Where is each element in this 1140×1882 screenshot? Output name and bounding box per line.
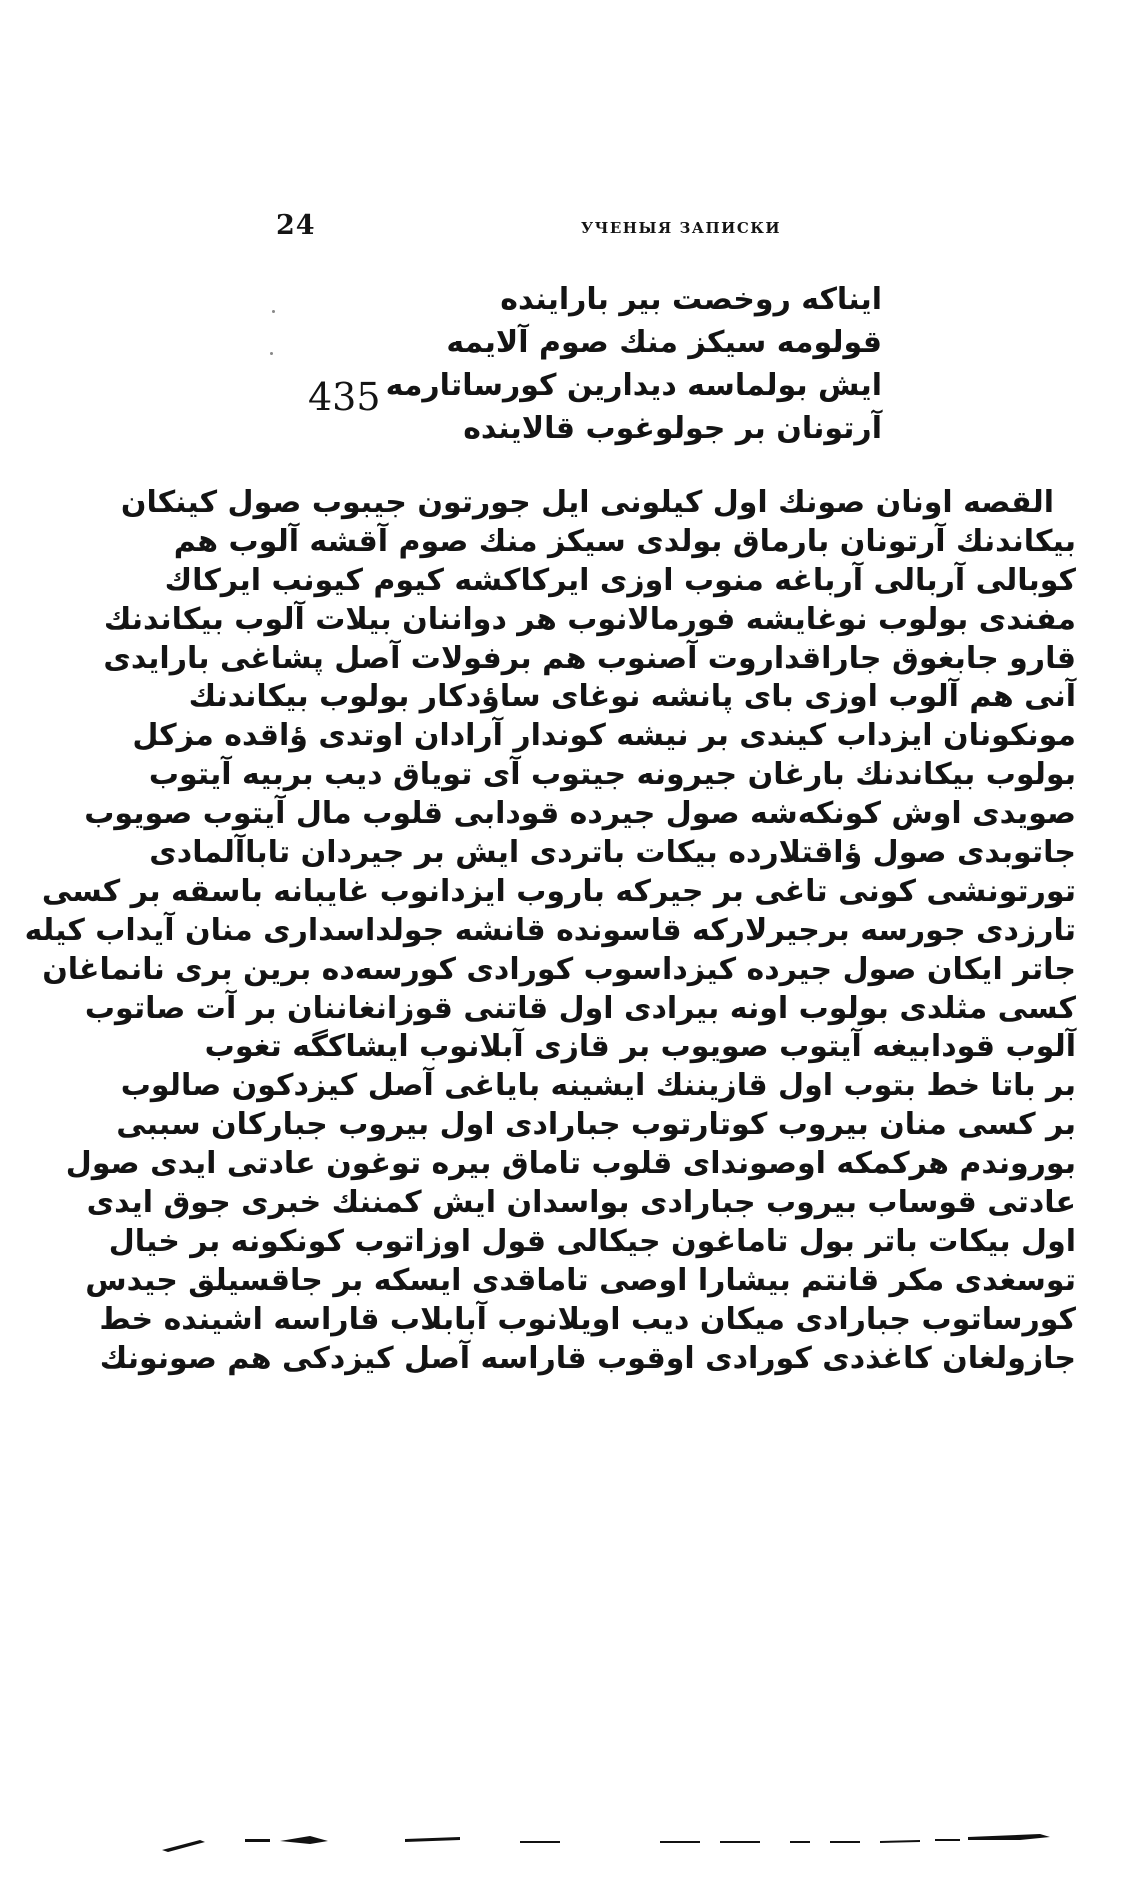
prose-line: صویدی اوش کونکه‌شه صول جیرده قودابی قلوب مال آیتوب صویوب: [84, 796, 1076, 832]
prose-line: جازولغان کاغذدی کورادی اوقوب قاراسه آصل کیزدکی هم صونونك: [99, 1340, 1076, 1376]
verse-line: آرتونان بر جولوغوب قالاینده: [463, 411, 882, 446]
prose-line: مفندی بولوب نوغایشه فورمالانوب هر دواننان بیلات آلوب بیکاندنك: [103, 601, 1076, 637]
prose-line: بر باتا خط بتوب اول قازیننك ایشینه بایاغی آصل کیزدکون صالوب: [120, 1068, 1076, 1104]
prose-line: تارزدی جورسه برجیرلارکه قاسونده قانشه جولداسداری منان آیداب کیله: [24, 912, 1076, 948]
verse-line: قولومه سیکز منك صوم آلایمه: [446, 325, 882, 360]
prose-line: توسغدی مکر قانتم بیشارا اوصی تاماقدی ایسکه بر جاقسیلق جیدس: [85, 1262, 1076, 1298]
scan-edge-marks: [160, 1820, 1100, 1860]
verse-number: 435: [308, 375, 381, 419]
prose-line: اول بیکات باتر بول تاماغون جیکالی قول اوزاتوب کونکونه بر خیال: [108, 1223, 1076, 1259]
page-number: 24: [276, 210, 316, 241]
verse-line: ایناکه روخصت بیر باراینده: [500, 282, 882, 317]
prose-line: آلوب قودابیغه آیتوب صویوب بر قازی آبلانوب ایشاکگه تغوب: [204, 1029, 1076, 1065]
prose-line: القصه اونان صونك اول کیلونی ایل جورتون جیبوب صول کینکان: [120, 485, 1054, 520]
verse-line: ایش بولماسه دیدارین کورساتارمه: [385, 368, 882, 403]
prose-line: قارو جابغوق جاراقداروت آصنوب هم برفولات آصل پشاغی بارایدی: [103, 640, 1076, 676]
verse-block: [385, 278, 882, 450]
prose-line: کسی مثلدی بولوب اونه بیرادی اول قاتنی قوزانغاننان بر آت صاتوب: [84, 990, 1076, 1026]
prose-block: [24, 484, 1076, 1378]
prose-line: آنی هم آلوب اوزی بای پانشه نوغای ساؤدکار بولوب بیکاندنك: [188, 679, 1076, 715]
prose-line: بولوب بیکاندنك بارغان جیرونه جیتوب آی تویاق دیب بربیه آیتوب: [148, 757, 1076, 793]
prose-line: جاتوبدی صول ؤاقتلارده بیکات باتردی ایش بر جیردان تاباآلمادی: [149, 835, 1076, 871]
prose-line: عادتی قوساب بیروب جبارادی بواسدان ایش کمننك خبری جوق ایدی: [86, 1185, 1076, 1221]
page-header: [276, 210, 1076, 250]
prose-line: تورتونشی کونی تاغی بر جیرکه باروب ایزدانوب غایبانه باسقه بر کسی: [41, 873, 1076, 909]
prose-line: کوبالی آربالی آرباغه منوب اوزی ایرکاکشه کیوم کیونب ایرکاك: [164, 562, 1076, 598]
margin-dot: [272, 310, 275, 313]
prose-line: مونکونان ایزداب کیندی بر نیشه کوندار آرادان اوتدی ؤاقده مزکل: [132, 718, 1076, 754]
prose-line: کورساتوب جبارادی میکان دیب اویلانوب آبابلاب قاراسه اشینده خط: [99, 1301, 1076, 1337]
prose-line: بر کسی منان بیروب کوتارتوب جبارادی اول بیروب جبارکان سببی: [116, 1107, 1076, 1143]
prose-line: جاتر ایکان صول جیرده کیزداسوب کورادی کورسه‌ده برین بری نانماغان: [42, 951, 1076, 987]
margin-dot: [270, 352, 273, 355]
prose-line: بوروندم هرکمکه اوصوندای قلوب تاماق بیره توغون عادتی ایدی صول: [65, 1146, 1076, 1182]
running-head: УЧЕНЫЯ ЗАПИСКИ: [581, 219, 782, 237]
prose-line: بیکاندنك آرتونان بارماق بولدی سیکز منك صوم آقشه آلوب هم: [173, 523, 1076, 559]
